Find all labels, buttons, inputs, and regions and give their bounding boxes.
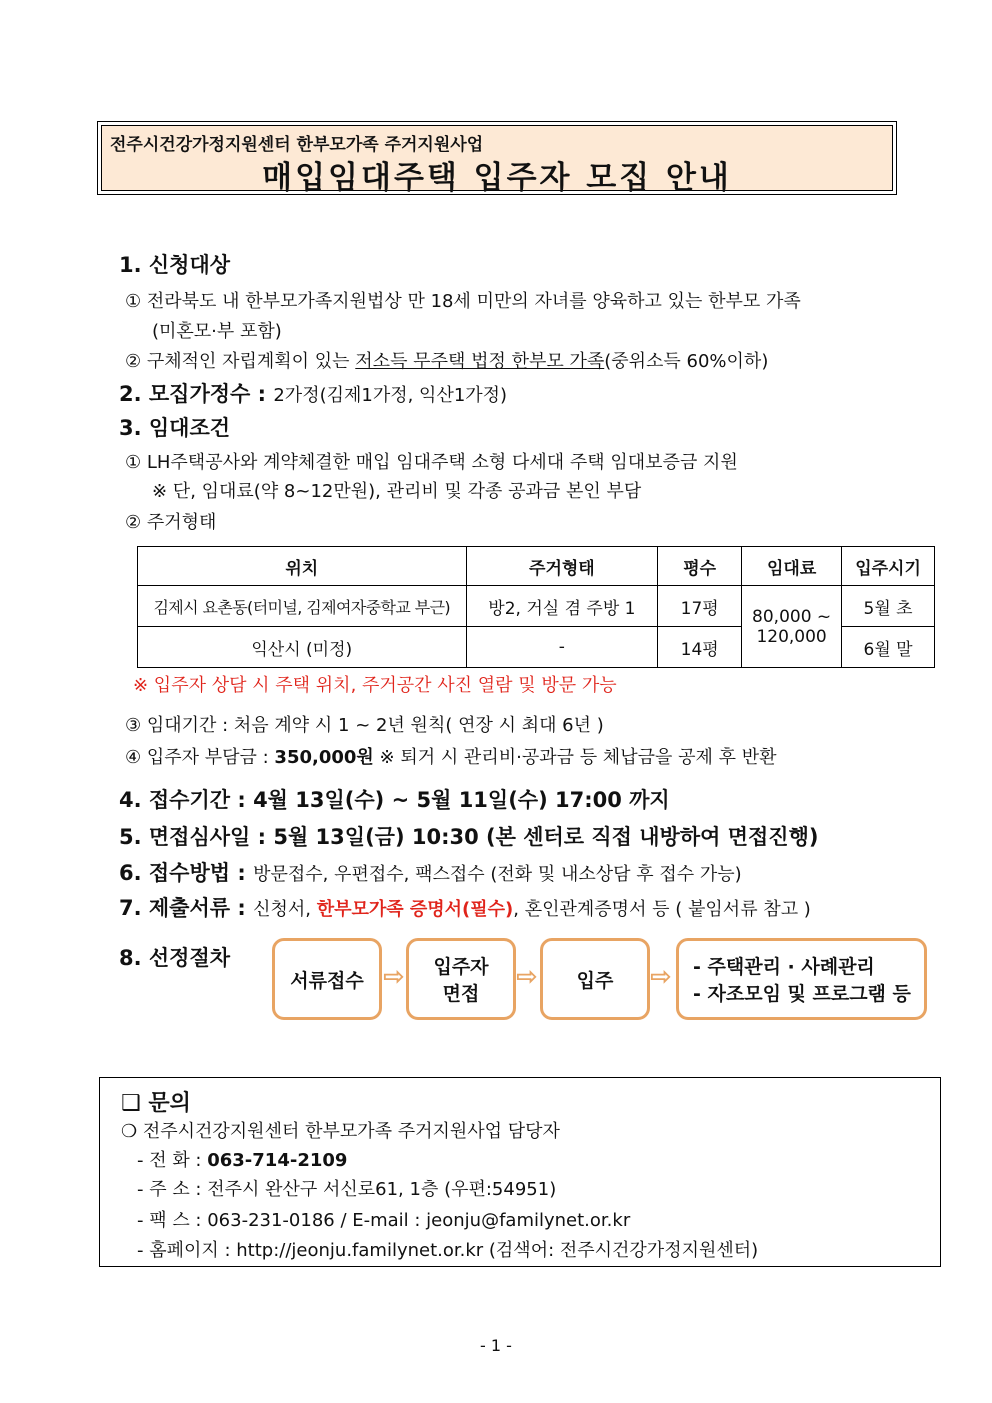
s3-item1: ① LH주택공사와 계약체결한 매입 임대주택 소형 다세대 주택 임대보증금 지원 (125, 452, 738, 473)
section-6-heading: 6. 접수방법 : (119, 861, 246, 885)
s1-item2 (125, 347, 768, 373)
s1-item2-pre: ② 구체적인 자립계획이 있는 (125, 351, 356, 372)
s1-item2-underlined: 저소득 무주택 법정 한부모 가족 (355, 351, 605, 372)
table-row (138, 586, 935, 627)
flow-step-label: 서류접수 (290, 969, 364, 992)
flow-step-label: - 자조모임 및 프로그램 등 (693, 983, 911, 1005)
s3-item4-pre: ④ 입주자 부담금 : (125, 747, 275, 768)
table-cell: 17평 (658, 586, 742, 627)
s3-item3: ③ 임대기간 : 처음 계약 시 1 ~ 2년 원칙( 연장 시 최대 6년 ) (125, 715, 604, 736)
arrow-right-icon: ⇨ (383, 962, 405, 992)
contact-phone-number: 063-714-2109 (207, 1150, 348, 1171)
s3-item4 (125, 743, 776, 769)
section-7-heading: 7. 제출서류 : (119, 896, 246, 920)
flow-step-label: - 주택관리 · 사례관리 (693, 956, 875, 978)
flow-step-label: 입주 (576, 969, 614, 992)
rent-max: 120,000 (756, 626, 827, 647)
table-cell: 익산시 (미정) (138, 627, 467, 668)
title-box (97, 121, 897, 195)
section-3-heading: 3. 임대조건 (119, 416, 231, 440)
section-6-value: 방문접수, 우편접수, 팩스접수 (전화 및 내소상담 후 접수 가능) (253, 864, 742, 885)
table-cell: 6월 말 (842, 627, 935, 668)
flow-step-documents (272, 938, 382, 1020)
section-2-value: 2가정(김제1가정, 익산1가정) (273, 385, 508, 406)
rent-cell (742, 586, 842, 668)
table-cell: 김제시 요촌동(터미널, 김제여자중학교 부근) (138, 586, 467, 627)
table-cell: 14평 (658, 627, 742, 668)
contact-org: ❍ 전주시건강지원센터 한부모가족 주거지원사업 담당자 (121, 1121, 560, 1142)
title-box-inner (101, 125, 893, 196)
page-number: - 1 - (480, 1336, 512, 1355)
flow-step-interview (406, 938, 516, 1020)
s3-item4-amount: 350,000원 (274, 747, 374, 768)
contact-address: - 주 소 : 전주시 완산구 서신로61, 1층 (우편:54951) (137, 1179, 557, 1200)
s3-item2: ② 주거형태 (125, 512, 217, 533)
table-header: 주거형태 (466, 547, 658, 586)
section-7 (119, 892, 811, 922)
s3-note: ※ 단, 임대료(약 8~12만원), 관리비 및 각종 공과금 본인 부담 (152, 481, 642, 502)
table-header: 평수 (658, 547, 742, 586)
s1-item1: ① 전라북도 내 한부모가족지원법상 만 18세 미만의 자녀를 양육하고 있는 한부모 가족 (125, 291, 801, 312)
section-7-required: 한부모가족 증명서(필수) (316, 899, 514, 920)
section-5: 5. 면접심사일 : 5월 13일(금) 10:30 (본 센터로 직접 내방하여 면접진행) (119, 825, 819, 849)
arrow-right-icon: ⇨ (650, 962, 672, 992)
section-6 (119, 857, 742, 887)
flow-step-label: 입주자 (433, 956, 489, 978)
section-4: 4. 접수기간 : 4월 13일(수) ~ 5월 11일(수) 17:00 까지 (119, 788, 670, 812)
table-cell: 5월 초 (842, 586, 935, 627)
flow-step-movein (540, 938, 650, 1020)
section-7-post: , 혼인관계증명서 등 ( 붙임서류 참고 ) (513, 899, 811, 920)
section-1-heading: 1. 신청대상 (119, 253, 231, 277)
contact-phone (137, 1146, 347, 1172)
table-header: 입주시기 (842, 547, 935, 586)
rent-min: 80,000 ~ (752, 606, 832, 627)
flow-step-management (676, 938, 927, 1020)
contact-fax-email: - 팩 스 : 063-231-0186 / E-mail : jeonju@familynet.or.kr (137, 1210, 631, 1231)
contact-box (99, 1077, 941, 1267)
s1-item1-cont: (미혼모·부 포함) (152, 321, 282, 342)
housing-table (137, 546, 935, 668)
page-title: 매입임대주택 입주자 모집 안내 (262, 160, 732, 196)
section-7-pre: 신청서, (253, 899, 317, 920)
table-cell: 방2, 거실 겸 주방 1 (466, 586, 658, 627)
s3-item4-post: ※ 퇴거 시 관리비·공과금 등 체납금을 공제 후 반환 (373, 747, 777, 768)
section-2 (119, 378, 507, 408)
section-2-heading: 2. 모집가정수 : (119, 382, 267, 406)
contact-homepage: - 홈페이지 : http://jeonju.familynet.or.kr (검색어: 전주시건강가정지원센터) (137, 1240, 759, 1261)
s3-red-note: ※ 입주자 상담 시 주택 위치, 주거공간 사진 열람 및 방문 가능 (133, 675, 617, 696)
table-header: 위치 (138, 547, 467, 586)
table-header-row (138, 547, 935, 586)
arrow-right-icon: ⇨ (516, 962, 538, 992)
section-8-heading: 8. 선정절차 (119, 946, 231, 970)
subtitle: 전주시건강가정지원센터 한부모가족 주거지원사업 (110, 135, 484, 155)
flow-step-label: 면접 (442, 983, 480, 1005)
contact-heading: ❑ 문의 (121, 1091, 191, 1116)
table-cell: - (466, 627, 658, 668)
contact-phone-label: - 전 화 : (137, 1150, 208, 1171)
s1-item2-post: (중위소득 60%이하) (604, 351, 769, 372)
table-header: 임대료 (742, 547, 842, 586)
